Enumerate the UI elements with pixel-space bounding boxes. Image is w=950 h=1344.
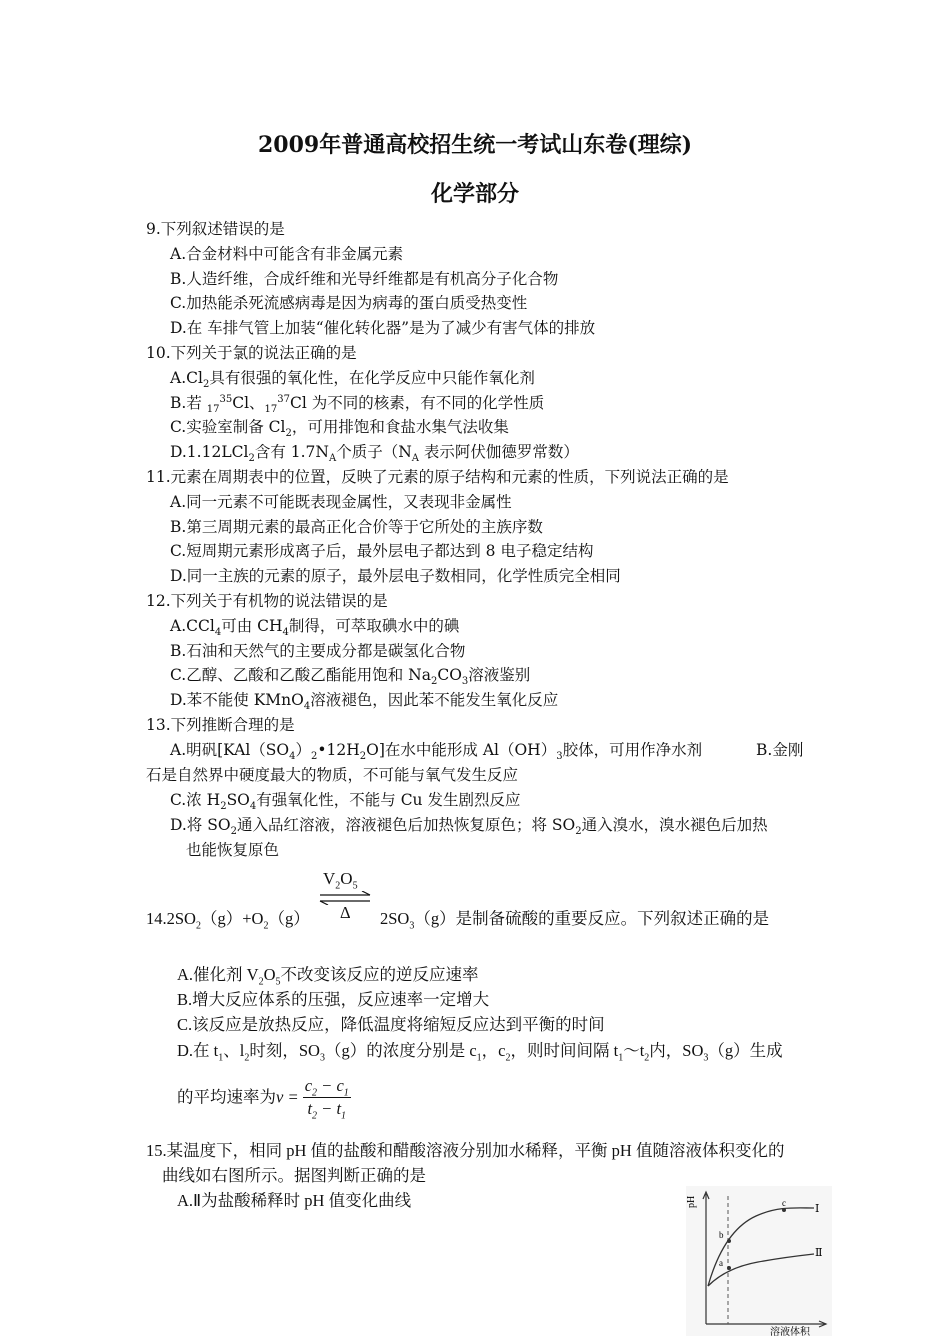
question-13-stem: 13.下列推断合理的是 xyxy=(146,716,295,734)
point-c xyxy=(782,1208,786,1212)
question-9-option-d: D.在 车排气管上加装“催化转化器”是为了减少有害气体的排放 xyxy=(170,319,596,337)
question-13-option-b-start: B.金刚 xyxy=(756,741,804,759)
question-9-option-a: A.合金材料中可能含有非金属元素 xyxy=(170,245,404,263)
rate-formula: 的平均速率为v = $\frac{c_2 - c_1}{t_2 - t_1}$ xyxy=(177,1076,349,1122)
page-subtitle: 化学部分 xyxy=(430,181,519,207)
question-14-stem: $14.2SO_2(g)+O_2(g)$ xyxy=(146,909,310,932)
question-12-option-c: C.乙醇、乙酸和乙酸乙酯能用饱和 $Na_2CO_3$溶液鉴别 xyxy=(170,666,531,688)
question-15-stem: 15.某温度下，相同 pH 值的盐酸和醋酸溶液分别加水稀释，平衡 pH 值随溶液体积变化的 xyxy=(146,1141,785,1160)
question-9-stem: 9.下列叙述错误的是 xyxy=(146,220,285,238)
graph-ylabel: pH xyxy=(686,1195,697,1208)
question-13-option-c: C.浓 $H_2SO_4$有强氧化性，不能与 Cu 发生剧烈反应 xyxy=(170,791,521,813)
catalyst-label: $V_2O_5$ xyxy=(323,869,358,892)
question-13-option-b-cont: 石是自然界中硬度最大的物质，不可能与氧气发生反应 xyxy=(146,766,519,784)
point-b-label: b xyxy=(719,1230,724,1240)
question-12-stem: 12.下列关于有机物的说法错误的是 xyxy=(146,592,388,610)
question-13-option-d: D.将 $SO_2$通入品红溶液，溶液褪色后加热恢复原色；将 $SO_2$通入溴水，溴水褪色后加热 xyxy=(170,816,768,838)
question-13-option-a: A.明矾$[KAl(SO_4)_2•12H_2O]$在水中能形成 $Al(OH)_3$胶体，可用作净水剂 xyxy=(170,741,703,763)
question-10-stem: 10.下列关于氯的说法正确的是 xyxy=(146,344,357,362)
question-14-option-d: D.在 $t_1$、$l_2$时刻，$SO_3(g)$的浓度分别是 $c_1$，$c_2$，则时间间隔 $t_1\sim t_2$内，$SO_3(g)$生成 xyxy=(177,1041,783,1064)
question-11-option-a: A.同一元素不可能既表现金属性，又表现非金属性 xyxy=(170,493,512,511)
curve-ii-label: Ⅱ xyxy=(815,1246,823,1259)
ph-dilution-graph xyxy=(686,1186,832,1336)
point-a xyxy=(727,1266,731,1270)
question-14-option-a: A.催化剂 $V_2O_5$不改变该反应的逆反应速率 xyxy=(177,965,479,988)
question-10-option-a: $A.Cl_2$具有很强的氧化性，在化学反应中只能作氧化剂 xyxy=(170,369,535,391)
question-14-option-b: B.增大反应体系的压强，反应速率一定增大 xyxy=(177,990,490,1009)
question-14-option-c: C.该反应是放热反应，降低温度将缩短反应达到平衡的时间 xyxy=(177,1015,605,1034)
question-12-option-b: B.石油和天然气的主要成分都是碳氢化合物 xyxy=(170,642,466,660)
question-10-option-b: B.若 $_{17}^{35}$Cl、$_{17}^{37}$Cl 为不同的核素，有不同的化学性质 xyxy=(170,393,545,416)
curve-i-label: Ⅰ xyxy=(815,1202,820,1215)
question-9-option-b: B.人造纤维，合成纤维和光导纤维都是有机高分子化合物 xyxy=(170,270,559,288)
question-11-stem: 11.元素在周期表中的位置，反映了元素的原子结构和元素的性质，下列说法正确的是 xyxy=(146,468,729,486)
question-15-stem-cont: 曲线如右图所示。据图判断正确的是 xyxy=(162,1166,426,1185)
question-10-option-c: C.实验室制备 $Cl_2$，可用排饱和食盐水集气法收集 xyxy=(170,418,509,440)
question-15-option-a: A.Ⅱ为盐酸稀释时 pH 值变化曲线 xyxy=(177,1191,412,1210)
question-12-option-d: D.苯不能使 KMnO$_4$溶液褪色，因此苯不能发生氧化反应 xyxy=(170,691,559,713)
point-c-label: c xyxy=(782,1198,786,1208)
question-10-option-d: D.1.12LCl$_2$含有 $1.7N_A$个质子（$N_A$ 表示阿伏伽德罗常数） xyxy=(170,443,579,465)
graph-xlabel: 溶液体积 xyxy=(770,1327,810,1336)
question-12-option-a: A.CCl$_4$可由 $CH_4$制得，可萃取碘水中的碘 xyxy=(170,617,460,639)
point-b xyxy=(727,1239,731,1243)
question-11-option-d: D.同一主族的元素的原子，最外层电子数相同，化学性质完全相同 xyxy=(170,567,621,585)
question-9-option-c: C.加热能杀死流感病毒是因为病毒的蛋白质受热变性 xyxy=(170,294,528,312)
question-13-option-d-cont: 也能恢复原色 xyxy=(186,841,280,859)
heat-label: Δ xyxy=(340,903,351,922)
rate-fraction: $\frac{c_2 - c_1}{t_2 - t_1}$ xyxy=(304,1076,349,1122)
question-11-option-c: C.短周期元素形成离子后，最外层电子都达到 8 电子稳定结构 xyxy=(170,542,594,560)
point-a-label: a xyxy=(719,1258,723,1268)
question-11-option-b: B.第三周期元素的最高正化合价等于它所处的主族序数 xyxy=(170,518,543,536)
question-14-stem-right: $2SO_3(g)$是制备硫酸的重要反应。下列叙述正确的是 xyxy=(380,909,770,932)
page-title: 2009年普通高校招生统一考试山东卷(理综) xyxy=(257,132,693,158)
